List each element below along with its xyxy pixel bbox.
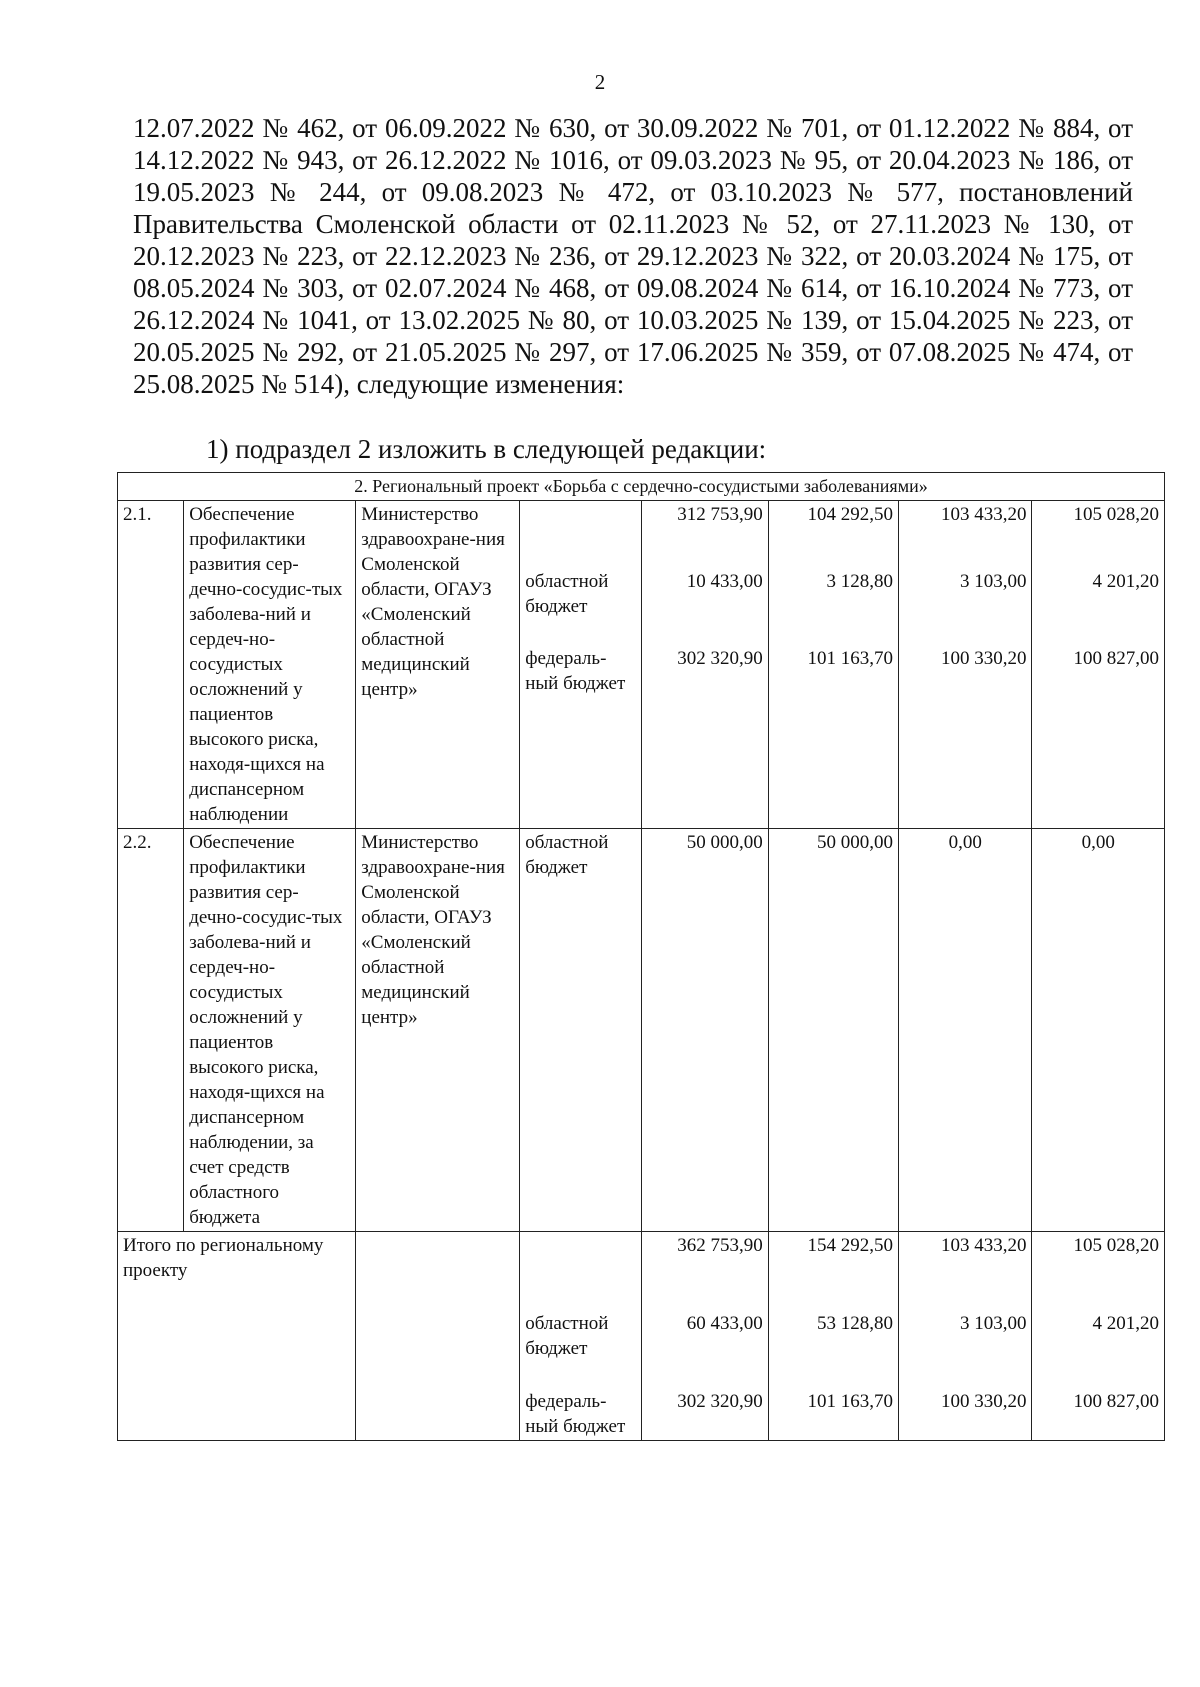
year3-values — [1032, 501, 1165, 829]
value: 3 128,80 — [826, 571, 894, 592]
value: 103 433,20 — [940, 1235, 1027, 1256]
row-name: Обеспечение профилактики развития сер-дечно-сосудис-тых заболева-ний и сердеч-но-сосудистых осложнений у пациентов высокого риска, находя-щихся на диспансерном наблюдении — [184, 501, 356, 829]
value: 60 433,00 — [686, 1313, 763, 1334]
row-executor: Министерство здравоохране-ния Смоленской области, ОГАУЗ «Смоленский областной медицинский центр» — [356, 829, 520, 1232]
value: 10 433,00 — [686, 571, 763, 592]
row-source: областной бюджет — [520, 829, 642, 1232]
section-title: 2. Региональный проект «Борьба с сердечно-сосудистыми заболеваниями» — [118, 473, 1165, 501]
value: 103 433,20 — [940, 504, 1027, 525]
budget-table — [117, 472, 1165, 1441]
totals-sources — [520, 1232, 642, 1441]
total-values — [642, 501, 768, 829]
value: 302 320,90 — [677, 648, 763, 669]
row-executor: Министерство здравоохране-ния Смоленской области, ОГАУЗ «Смоленский областной медицинский центр» — [356, 501, 520, 829]
value: 100 827,00 — [1073, 648, 1159, 669]
year2-values — [899, 501, 1032, 829]
value: 100 330,20 — [940, 648, 1027, 669]
value: 105 028,20 — [1073, 504, 1159, 525]
row-name: Обеспечение профилактики развития сер-дечно-сосудис-тых заболева-ний и сердеч-но-сосудистых осложнений у пациентов высокого риска, находя-щихся на диспансерном наблюдении, за счет средств областного бюджета — [184, 829, 356, 1232]
value: 101 163,70 — [807, 1391, 894, 1412]
source-federal: федераль-ный бюджет — [525, 1391, 626, 1437]
source-regional: областной бюджет — [525, 571, 609, 617]
row-sources — [520, 501, 642, 829]
table-row — [118, 829, 1165, 1232]
intro-paragraph: 12.07.2022 № 462, от 06.09.2022 № 630, от 30.09.2022 № 701, от 01.12.2022 № 884, от 14.12.2022 № 943, от 26.12.2022 № 1016, от 09.03.2023 № 95, от 20.04.2023 № 186, от 19.05.2023 № 244, от 09.08.2023 № 472, от 03.10.2023 № 577, постановлений Правительства Смоленской области от 02.11.2023 № 52, от 27.11.2023 № 130, от 20.12.2023 № 223, от 22.12.2023 № 236, от 29.12.2023 № 322, от 20.03.2024 № 175, от 08.05.2024 № 303, от 02.07.2024 № 468, от 09.08.2024 № 614, от 16.10.2024 № 773, от 26.12.2024 № 1041, от 13.02.2025 № 80, от 10.03.2025 № 139, от 15.04.2025 № 223, от 20.05.2025 № 292, от 21.05.2025 № 297, от 17.06.2025 № 359, от 07.08.2025 № 474, от 25.08.2025 № 514), следующие изменения: — [133, 113, 1133, 399]
value: 4 201,20 — [1092, 571, 1159, 592]
totals-executor — [356, 1232, 520, 1441]
source-total — [525, 502, 636, 569]
amendment-item: 1) подраздел 2 изложить в следующей редакции: — [206, 434, 767, 464]
row-number: 2.1. — [118, 501, 184, 829]
value: 100 827,00 — [1073, 1391, 1159, 1412]
year1-values — [768, 501, 898, 829]
source-federal: федераль-ный бюджет — [525, 648, 626, 694]
totals-total — [642, 1232, 768, 1441]
totals-label: Итого по региональному проекту — [118, 1232, 356, 1441]
value: 101 163,70 — [807, 648, 894, 669]
value: 4 201,20 — [1092, 1313, 1159, 1334]
row-number: 2.2. — [118, 829, 184, 1232]
source-regional: областной бюджет — [525, 1313, 609, 1359]
totals-year3 — [1032, 1232, 1165, 1441]
value: 362 753,90 — [677, 1235, 763, 1256]
value: 100 330,20 — [940, 1391, 1027, 1412]
page-number: 2 — [594, 70, 606, 94]
value: 3 103,00 — [959, 571, 1027, 592]
value: 154 292,50 — [807, 1235, 894, 1256]
year3-value: 0,00 — [1032, 829, 1165, 1232]
source-total — [525, 1233, 636, 1311]
year2-value: 0,00 — [899, 829, 1032, 1232]
value: 53 128,80 — [817, 1313, 894, 1334]
section-title-row — [118, 473, 1165, 501]
totals-year1 — [768, 1232, 898, 1441]
value: 302 320,90 — [677, 1391, 763, 1412]
totals-row — [118, 1232, 1165, 1441]
year1-value: 50 000,00 — [768, 829, 898, 1232]
value: 312 753,90 — [677, 504, 763, 525]
value: 105 028,20 — [1073, 1235, 1159, 1256]
value: 3 103,00 — [959, 1313, 1027, 1334]
table-row — [118, 501, 1165, 829]
totals-year2 — [899, 1232, 1032, 1441]
total-value: 50 000,00 — [642, 829, 768, 1232]
value: 104 292,50 — [807, 504, 894, 525]
